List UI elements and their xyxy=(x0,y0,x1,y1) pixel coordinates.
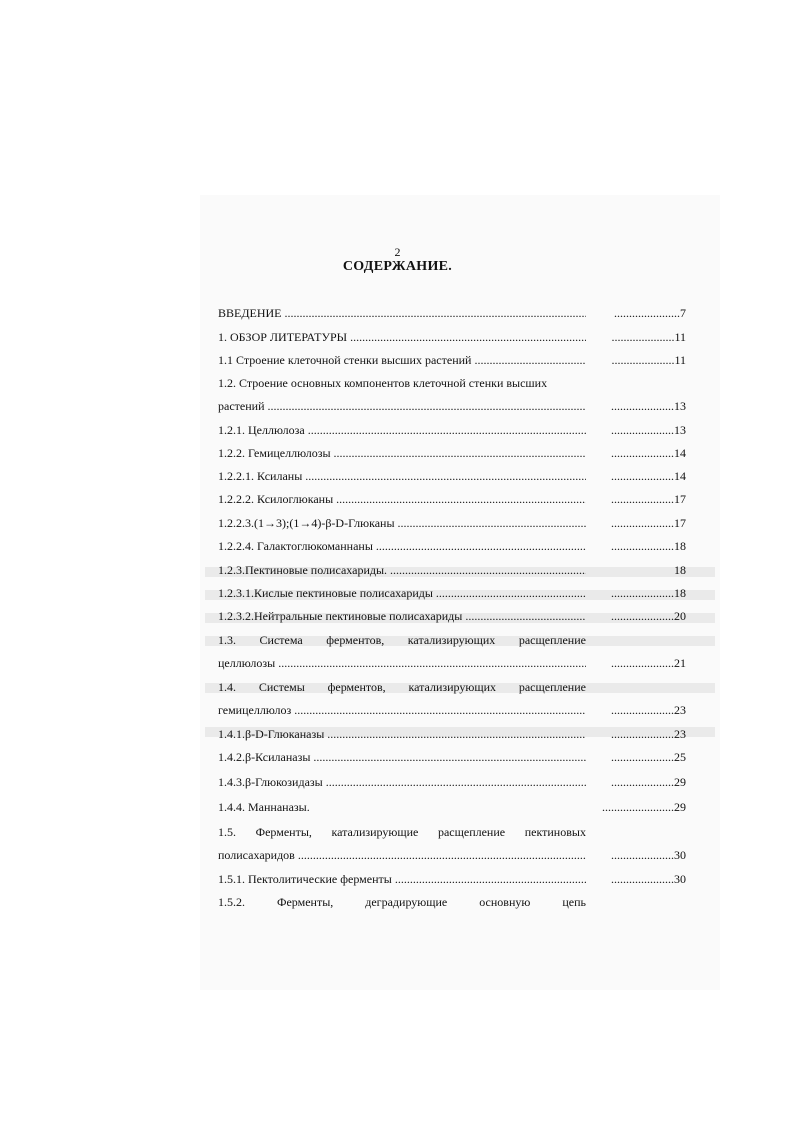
toc-word: расщепление xyxy=(518,680,586,694)
toc-page-number: 18 xyxy=(674,563,686,577)
toc-entry-justified xyxy=(218,895,586,909)
toc-page-number: 30 xyxy=(674,848,686,862)
toc-page: .....................14 xyxy=(611,469,686,483)
toc-entry xyxy=(218,586,586,600)
toc-page: .....................17 xyxy=(611,516,686,530)
toc-entry-justified xyxy=(218,633,586,647)
toc-page: .....................30 xyxy=(611,872,686,886)
toc-entry-text: 1.2.3.Пектиновые полисахариды. xyxy=(218,563,388,577)
toc-page-number: 23 xyxy=(674,703,686,717)
toc-entry xyxy=(218,492,586,506)
toc-page: .....................11 xyxy=(611,353,686,367)
toc-entry-text: полисахаридов xyxy=(218,848,295,862)
toc-page: ........................29 xyxy=(602,800,686,814)
toc-page: .....................20 xyxy=(611,609,686,623)
toc-entry xyxy=(218,423,586,437)
toc-word: 1.3. xyxy=(218,633,236,647)
toc-entry xyxy=(218,656,586,670)
toc-word: 1.4. xyxy=(218,680,236,694)
toc-page-number: 13 xyxy=(674,399,686,413)
toc-page-number: 23 xyxy=(674,727,686,741)
toc-entry xyxy=(218,516,586,530)
toc-entry xyxy=(218,609,586,623)
toc-word: расщепление xyxy=(437,825,506,839)
toc-page-number: 20 xyxy=(674,609,686,623)
toc-word: Ферменты, xyxy=(276,895,334,909)
toc-entry-justified xyxy=(218,825,586,839)
toc-word: цепь xyxy=(562,895,586,909)
toc-word: ферментов, xyxy=(327,680,386,694)
toc-entry xyxy=(218,353,586,367)
toc-entry xyxy=(218,399,586,413)
toc-entry-text xyxy=(218,825,586,839)
toc-entry-text: 1.2.2.3.(1→3);(1→4)-β-D-Глюканы xyxy=(218,516,395,530)
toc-page xyxy=(596,563,686,577)
toc-page-number: 14 xyxy=(674,469,686,483)
toc-entry-text: 1.4.1.β-D-Глюканазы xyxy=(218,727,325,741)
toc-page: .....................17 xyxy=(611,492,686,506)
toc-page: .....................18 xyxy=(611,586,686,600)
toc-entry-text: 1.2.2.2. Ксилоглюканы xyxy=(218,492,334,506)
toc-entry xyxy=(218,306,586,320)
toc-entry xyxy=(218,800,586,814)
toc-entry xyxy=(218,872,586,886)
toc-page: .....................23 xyxy=(611,727,686,741)
toc-word: катализирующие xyxy=(331,825,419,839)
toc-entry-text: растений xyxy=(218,399,265,413)
toc-word: деградирующие xyxy=(365,895,448,909)
toc-page-number: 18 xyxy=(674,539,686,553)
toc-page: .....................13 xyxy=(611,399,686,413)
toc-entry xyxy=(218,539,586,553)
toc-entry-text: 1.2.3.2.Нейтральные пектиновые полисахариды xyxy=(218,609,463,623)
toc-entry-text: 1.4.2.β-Ксиланазы xyxy=(218,750,311,764)
toc-entry-text: 1.2.2.4. Галактоглюкоманнаны xyxy=(218,539,373,553)
toc-page-number: 29 xyxy=(674,800,686,814)
toc-entry xyxy=(218,848,586,862)
toc-page-number: 25 xyxy=(674,750,686,764)
toc-entry-text: 1.1 Строение клеточной стенки высших растений xyxy=(218,353,472,367)
toc-entry-text: 1.4.4. Маннаназы. xyxy=(218,800,310,814)
toc-entry xyxy=(218,376,586,390)
toc-entry xyxy=(218,330,586,344)
toc-page: .....................18 xyxy=(611,539,686,553)
toc-page-number: 11 xyxy=(674,330,686,344)
toc-page-number: 7 xyxy=(680,306,686,320)
toc-page-number: 21 xyxy=(674,656,686,670)
toc-page: .....................29 xyxy=(611,775,686,789)
toc-page: .....................30 xyxy=(611,848,686,862)
toc-entry-text: гемицеллюлоз xyxy=(218,703,292,717)
toc-entry-text: целлюлозы xyxy=(218,656,276,670)
toc-word: ферментов, xyxy=(326,633,385,647)
toc-entry-text: 1.2.2.1. Ксиланы xyxy=(218,469,303,483)
toc-word: основную xyxy=(479,895,531,909)
toc-word: расщепление xyxy=(518,633,586,647)
toc-page: ......................7 xyxy=(614,306,686,320)
toc-entry-text: 1.5.1. Пектолитические ферменты xyxy=(218,872,392,886)
toc-word: 1.5.2. xyxy=(218,895,245,909)
toc-entry-text: ВВЕДЕНИЕ xyxy=(218,306,282,320)
toc-entry xyxy=(218,727,586,741)
toc-entry xyxy=(218,469,586,483)
toc-word: Системы xyxy=(258,680,305,694)
toc-entry xyxy=(218,703,586,717)
toc-entry-text xyxy=(218,633,586,647)
toc-entry-text: 1.4.3.β-Глюкозидазы xyxy=(218,775,323,789)
toc-entry-text: 1.2.2. Гемицеллюлозы xyxy=(218,446,331,460)
toc-entry-text: 1. ОБЗОР ЛИТЕРАТУРЫ xyxy=(218,330,348,344)
toc-word: катализирующих xyxy=(408,680,497,694)
toc-page: .....................25 xyxy=(611,750,686,764)
toc-word: катализирующих xyxy=(407,633,496,647)
toc-word: Система xyxy=(259,633,303,647)
toc-entry-text xyxy=(218,895,586,909)
toc-page-number: 17 xyxy=(674,492,686,506)
toc-page: .....................21 xyxy=(611,656,686,670)
toc-page-number: 11 xyxy=(674,353,686,367)
toc-page-number: 18 xyxy=(674,586,686,600)
toc-page: .....................14 xyxy=(611,446,686,460)
toc-entry-text: 1.2.1. Целлюлоза xyxy=(218,423,305,437)
toc-page: .....................11 xyxy=(611,330,686,344)
toc-entry-justified xyxy=(218,680,586,694)
toc-entry-text: 1.2.3.1.Кислые пектиновые полисахариды xyxy=(218,586,433,600)
page-title: СОДЕРЖАНИЕ. xyxy=(342,259,453,274)
toc-page-number: 14 xyxy=(674,446,686,460)
toc-entry xyxy=(218,775,586,789)
toc-entry xyxy=(218,563,586,577)
toc-page-number: 13 xyxy=(674,423,686,437)
toc-word: Ферменты, xyxy=(255,825,312,839)
toc-entry-text: 1.2. Строение основных компонентов клеточной стенки высших xyxy=(218,376,548,390)
toc-word: пектиновых xyxy=(524,825,586,839)
toc-page-number: 30 xyxy=(674,872,686,886)
toc-page: .....................13 xyxy=(611,423,686,437)
page-number: 2 xyxy=(394,245,401,259)
toc-entry xyxy=(218,446,586,460)
toc-word: 1.5. xyxy=(218,825,236,839)
toc-entry xyxy=(218,750,586,764)
toc-entry-text xyxy=(218,680,586,694)
toc-page-number: 17 xyxy=(674,516,686,530)
toc-page-number: 29 xyxy=(674,775,686,789)
toc-page: .....................23 xyxy=(611,703,686,717)
